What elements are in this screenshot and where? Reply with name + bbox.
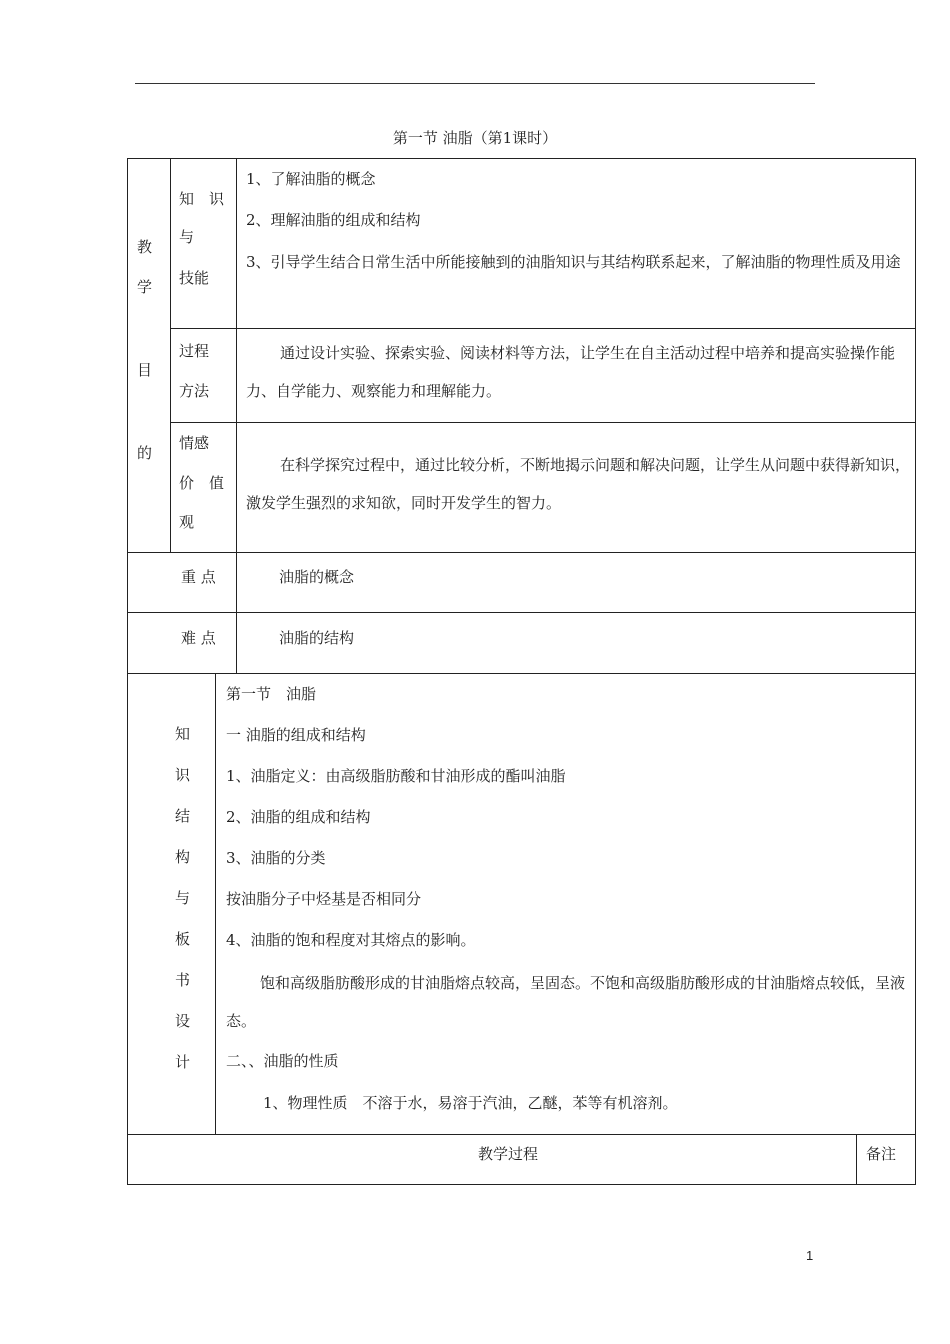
board-line: 一 油脂的组成和结构 [226,726,366,744]
divider [127,612,916,613]
board-label-char: 板 [175,930,191,948]
board-line: 按油脂分子中烃基是否相同分 [226,890,422,908]
divider [127,552,916,553]
board-line: 3、油脂的分类 [226,849,326,867]
emotion-label: 情感 [179,434,210,452]
divider [170,422,916,423]
process-label: 方法 [179,382,210,400]
knowledge-item: 1、了解油脂的概念 [246,170,376,188]
objective-label-char: 的 [137,444,153,462]
knowledge-item: 2、理解油脂的组成和结构 [246,211,421,229]
difficult-point-value: 油脂的结构 [279,629,355,647]
divider [215,673,216,1135]
board-section2: 二、、油脂的性质 [226,1052,339,1070]
knowledge-label: 与 [179,228,195,246]
board-line: 1、油脂定义：由高级脂肪酸和甘油形成的酯叫油脂 [226,767,566,785]
divider [170,158,171,552]
board-line: 2、油脂的组成和结构 [226,808,371,826]
emotion-label: 观 [179,513,195,531]
board-label-char: 书 [175,971,191,989]
board-label-char: 构 [175,848,191,866]
difficult-point-label: 难 点 [181,629,216,647]
emotion-text: 在科学探究过程中，通过比较分析，不断地揭示问题和解决问题，让学生从问题中获得新知识，激发学生强烈的求知欲，同时开发学生的智力。 [246,456,911,512]
board-label-char: 设 [175,1012,191,1030]
process-header-label: 教学过程 [478,1145,539,1163]
process-label: 过程 [179,342,210,360]
knowledge-item: 3、引导学生结合日常生活中所能接触到的油脂知识与其结构联系起来，了解油脂的物理性质及用途 [246,253,901,271]
board-paragraph: 饱和高级脂肪酸形成的甘油脂熔点较高，呈固态。不饱和高级脂肪酸形成的甘油脂熔点较低，呈液态。 [226,974,906,1030]
board-label-char: 知 [175,725,191,743]
objective-label-char: 学 [137,278,153,296]
emotion-label: 价 值 [179,474,225,492]
header-rule [135,83,815,84]
objective-label-char: 教 [137,238,153,256]
divider [856,1134,857,1185]
board-line: 4、油脂的饱和程度对其熔点的影响。 [226,931,476,949]
process-text: 通过设计实验、探索实验、阅读材料等方法，让学生在自主活动过程中培养和提高实验操作能力、自学能力、观察能力和理解能力。 [246,344,896,400]
board-label-char: 结 [175,807,191,825]
process-header-notes: 备注 [866,1145,897,1163]
key-point-label: 重 点 [181,568,216,586]
divider [236,158,237,674]
objective-label-char: 目 [137,361,153,379]
divider [170,328,916,329]
knowledge-label: 技能 [179,269,210,287]
board-label-char: 识 [175,766,191,784]
key-point-value: 油脂的概念 [279,568,355,586]
board-label-char: 与 [175,889,191,907]
board-physical-properties: 1、物理性质 不溶于水，易溶于汽油，乙醚，苯等有机溶剂。 [263,1094,678,1112]
knowledge-label: 知 识 [179,190,225,208]
page-number: 1 [806,1248,814,1263]
board-label-char: 计 [175,1053,191,1071]
page-title: 第一节 油脂（第1课时） [392,129,558,147]
board-line: 第一节 油脂 [226,685,317,703]
